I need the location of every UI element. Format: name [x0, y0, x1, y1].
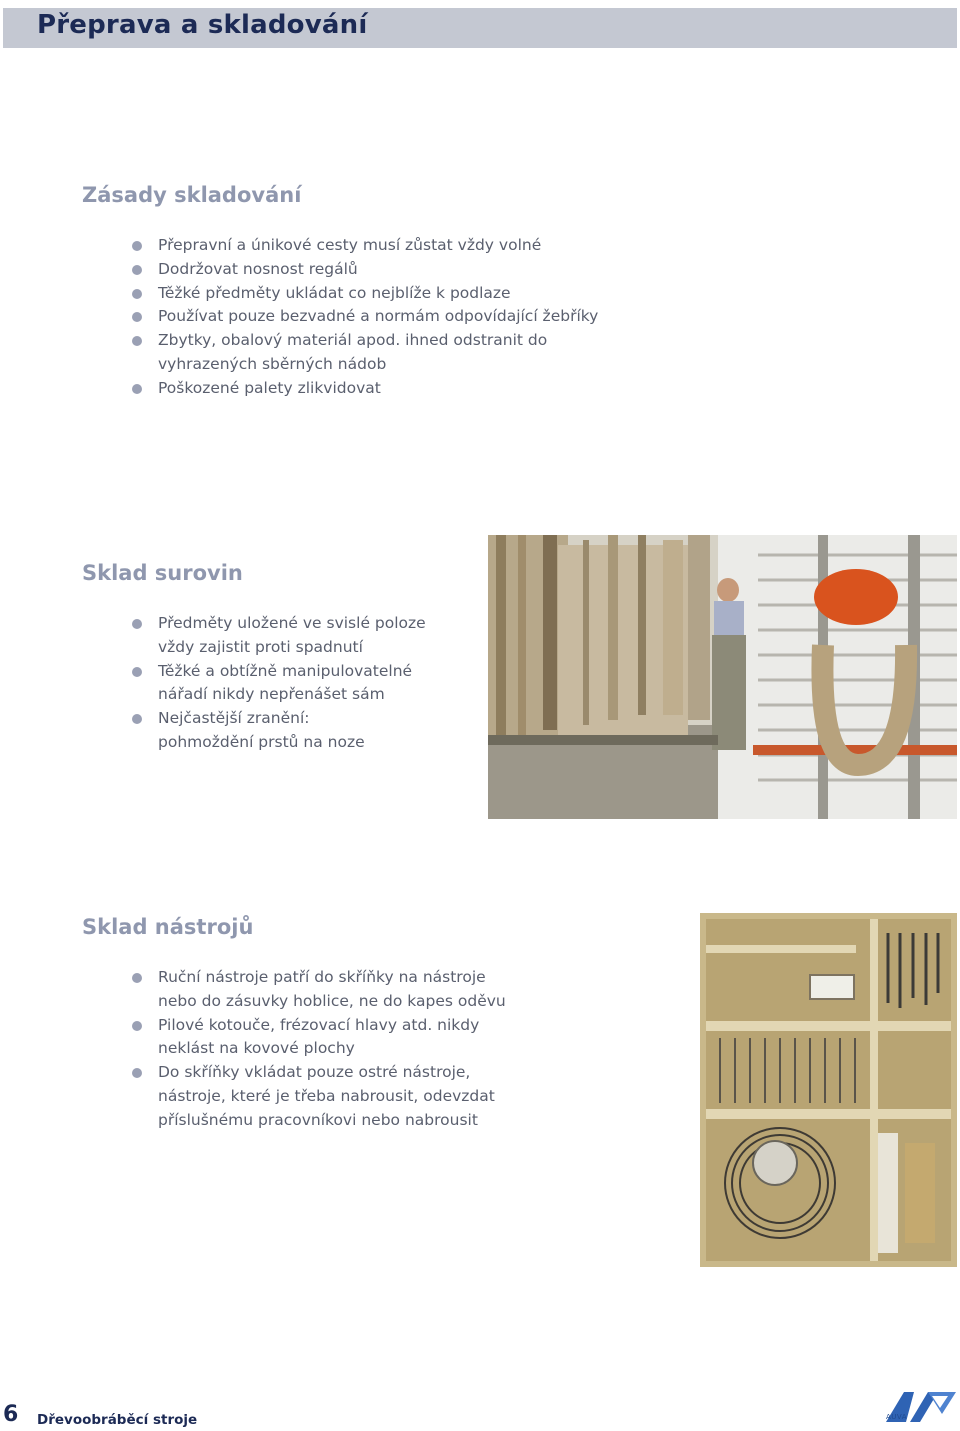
tool-cabinet-illustration	[700, 913, 957, 1267]
list-item: Nejčastější zranění: pohmoždění prstů na noze	[132, 707, 426, 755]
tool-cabinet-photo	[700, 913, 957, 1267]
section-title-storage-principles: Zásady skladování	[82, 183, 302, 207]
section-title-tool-store: Sklad nástrojů	[82, 915, 254, 939]
storage-principles-list	[132, 234, 598, 401]
list-item: Těžké a obtížně manipulovatelné nářadí nikdy nepřenášet sám	[132, 660, 426, 708]
list-item: Ruční nástroje patří do skříňky na nástroje nebo do zásuvky hoblice, ne do kapes oděvu	[132, 966, 506, 1014]
list-item: Používat pouze bezvadné a normám odpovídající žebříky	[132, 305, 598, 329]
bullet-dot-icon	[132, 1068, 142, 1078]
bullet-dot-icon	[132, 384, 142, 394]
list-item: Do skříňky vkládat pouze ostré nástroje, nástroje, které je třeba nabrousit, odevzdat příslušnému pracovníkovi nebo nabrousit	[132, 1061, 506, 1132]
list-item: Zbytky, obalový materiál apod. ihned odstranit do vyhrazených sběrných nádob	[132, 329, 598, 377]
bullet-dot-icon	[132, 619, 142, 629]
list-item: Předměty uložené ve svislé poloze vždy zajistit proti spadnutí	[132, 612, 426, 660]
bullet-dot-icon	[132, 312, 142, 322]
list-item: Pilové kotouče, frézovací hlavy atd. nikdy neklást na kovové plochy	[132, 1014, 506, 1062]
page-title: Přeprava a skladování	[37, 10, 368, 40]
logo-text: AUVA	[886, 1413, 908, 1421]
panel-storage-photo	[488, 535, 957, 819]
bullet-dot-icon	[132, 973, 142, 983]
bullet-dot-icon	[132, 667, 142, 677]
book-title: Dřevoobráběcí stroje	[37, 1412, 198, 1428]
bullet-dot-icon	[132, 1021, 142, 1031]
list-item: Přepravní a únikové cesty musí zůstat vždy volné	[132, 234, 598, 258]
list-item: Poškozené palety zlikvidovat	[132, 377, 598, 401]
list-item: Dodržovat nosnost regálů	[132, 258, 598, 282]
list-item: Těžké předměty ukládat co nejblíže k podlaze	[132, 282, 598, 306]
panel-storage-illustration	[488, 535, 957, 819]
bullet-dot-icon	[132, 265, 142, 275]
tool-store-list	[132, 966, 506, 1133]
bullet-dot-icon	[132, 289, 142, 299]
section-title-raw-material-store: Sklad surovin	[82, 561, 243, 585]
page-number: 6	[3, 1402, 19, 1427]
raw-material-list	[132, 612, 426, 755]
bullet-dot-icon	[132, 714, 142, 724]
bullet-dot-icon	[132, 336, 142, 346]
bullet-dot-icon	[132, 241, 142, 251]
